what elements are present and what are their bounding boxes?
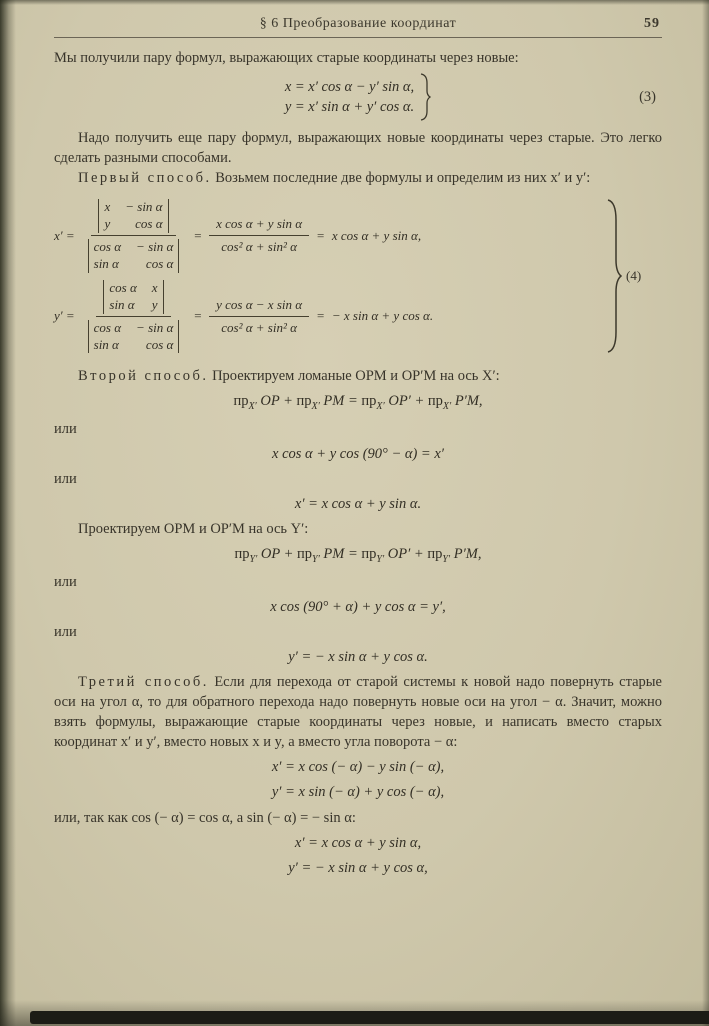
fraction xyxy=(209,214,309,257)
method-3-lead: Третий способ. xyxy=(78,673,209,690)
projection-operator: пр xyxy=(296,393,312,410)
equals-sign: = xyxy=(316,308,325,324)
det-cell: cos α xyxy=(145,255,174,271)
projection-axis: Y′ xyxy=(312,554,320,566)
right-brace-icon xyxy=(606,198,622,354)
paragraph-projection-y: Проектируем OPM и OP′M на ось Y′: xyxy=(78,521,309,538)
fraction-denominator xyxy=(81,317,187,355)
formula-x-prime xyxy=(54,197,606,274)
formula-segment: OP + xyxy=(257,546,298,563)
fraction-numerator xyxy=(96,278,170,317)
connector-word: или xyxy=(54,623,77,640)
fraction xyxy=(209,295,309,338)
paragraph-method-3 xyxy=(54,672,662,752)
equation-label: (4) xyxy=(626,267,642,283)
equation-4 xyxy=(54,197,662,354)
formula-segment: OP′ + xyxy=(384,393,428,410)
determinant xyxy=(98,199,168,233)
fraction-denominator: cos² α + sin² α xyxy=(221,319,297,335)
determinant xyxy=(103,280,163,314)
det-cell: sin α xyxy=(93,255,119,271)
method-1-lead: Первый способ. xyxy=(78,170,212,187)
determinant-fraction xyxy=(81,197,187,274)
page-edge-shadow-left xyxy=(0,0,16,1026)
formula-final-2: y′ = − x sin α + y cos α, xyxy=(288,859,428,876)
fraction-numerator xyxy=(91,197,175,236)
formula-segment: OP′ + xyxy=(384,546,428,563)
page-edge-shadow-top xyxy=(0,0,709,5)
projection-operator: пр xyxy=(427,546,443,563)
formula-lhs: x′ = xyxy=(54,227,75,243)
connector-word: или xyxy=(54,573,77,590)
formula-rotation-1: x′ = x cos (− α) − y sin (− α), xyxy=(271,758,445,775)
formula-x-projection-2: x′ = x cos α + y sin α. xyxy=(294,496,422,513)
projection-operator: пр xyxy=(361,546,377,563)
formula-segment: PM = xyxy=(319,393,362,410)
formula-segment: PM = xyxy=(319,546,362,563)
method-3-text: Если для перехода от старой системы к новой надо повернуть старые оси на угол α, то для обратного перехода надо повернуть новые оси на угол − α. Значит, можно взять формулы, выражающие старые координаты через новые, и написать вместо старых координат x′ и y′, вместо новых x и y, а вместо угла поворота − α: xyxy=(54,673,662,750)
projection-formula-x xyxy=(54,391,662,414)
projection-axis: Y′ xyxy=(249,554,258,566)
page-edge-shadow-right xyxy=(702,0,709,1026)
paragraph-intro-2: Надо получить еще пару формул, выражающих новые координаты через старые. Это легко сделать разными способами. xyxy=(54,130,662,167)
formula-rhs: − x sin α + y cos α. xyxy=(331,308,434,324)
det-cell: − sin α xyxy=(136,319,174,335)
projection-axis: X′ xyxy=(248,401,257,413)
projection-axis: X′ xyxy=(311,401,320,413)
formula-rhs: x cos α + y sin α, xyxy=(331,227,422,243)
det-cell: cos α xyxy=(135,216,163,232)
page-content xyxy=(54,14,662,883)
projection-axis: Y′ xyxy=(442,554,451,566)
equation-3-lines xyxy=(285,77,414,117)
formula-segment: OP + xyxy=(256,393,297,410)
formula-segment: P′M, xyxy=(451,393,483,410)
det-cell: sin α xyxy=(109,296,135,312)
equation-3 xyxy=(54,73,662,121)
right-brace-icon xyxy=(419,73,431,121)
section-title: § 6 Преобразование координат xyxy=(259,16,457,31)
paragraph-method-2 xyxy=(54,366,662,386)
formula-y-prime xyxy=(54,278,606,355)
projection-axis: X′ xyxy=(442,401,452,413)
paragraph-method-1 xyxy=(54,168,662,188)
equals-sign: = xyxy=(193,308,203,324)
fraction-numerator: y cos α − x sin α xyxy=(209,295,309,317)
projection-axis: Y′ xyxy=(376,554,385,566)
formula-lhs: y′ = xyxy=(54,308,75,324)
det-cell: y xyxy=(104,216,111,232)
determinant xyxy=(88,239,180,273)
method-1-text: Возьмем последние две формулы и определим из них x′ и y′: xyxy=(215,170,591,187)
det-cell: x xyxy=(151,279,158,295)
projection-operator: пр xyxy=(234,546,250,563)
formula-segment: P′M, xyxy=(450,546,482,563)
formula-rotation-2: y′ = x sin (− α) + y cos (− α), xyxy=(271,783,445,800)
page-header xyxy=(54,14,662,33)
det-cell: cos α xyxy=(93,239,122,255)
connector-word: или xyxy=(54,471,77,488)
fraction-denominator xyxy=(81,236,187,274)
equals-sign: = xyxy=(193,227,203,243)
determinant-fraction xyxy=(81,278,187,355)
determinant xyxy=(88,320,180,354)
det-cell: cos α xyxy=(145,336,174,352)
formula-x-projection-1: x cos α + y cos (90° − α) = x′ xyxy=(272,446,444,463)
det-cell: x xyxy=(104,199,111,215)
formula-line: y = x′ sin α + y′ cos α. xyxy=(284,99,415,116)
projection-formula-y xyxy=(54,544,662,567)
det-cell: cos α xyxy=(109,279,137,295)
projection-operator: пр xyxy=(233,393,249,410)
equals-sign: = xyxy=(316,227,325,243)
det-cell: cos α xyxy=(93,319,122,335)
method-2-lead: Второй способ. xyxy=(78,368,209,385)
equation-label: (3) xyxy=(639,89,656,106)
formula-line: x = x′ cos α − y′ sin α, xyxy=(284,79,415,96)
method-2-text: Проектируем ломаные OPM и OP′M на ось X′: xyxy=(212,368,500,385)
formula-y-projection-2: y′ = − x sin α + y cos α. xyxy=(288,648,428,665)
page-number: 59 xyxy=(644,16,660,31)
projection-axis: X′ xyxy=(376,401,385,413)
header-rule xyxy=(54,37,662,38)
projection-operator: пр xyxy=(361,393,377,410)
det-cell: y xyxy=(151,296,158,312)
fraction-numerator: x cos α + y sin α xyxy=(209,214,309,236)
det-cell: − sin α xyxy=(125,199,163,215)
formula-final-1: x′ = x cos α + y sin α, xyxy=(294,834,422,851)
fraction-denominator: cos² α + sin² α xyxy=(221,239,297,255)
scan-artifact-band xyxy=(30,1011,709,1024)
paragraph-intro: Мы получили пару формул, выражающих старые координаты через новые: xyxy=(54,50,519,67)
det-cell: − sin α xyxy=(136,239,174,255)
det-cell: sin α xyxy=(93,336,119,352)
connector-word: или xyxy=(54,421,77,438)
paragraph-identity: или, так как cos (− α) = cos α, а sin (− α) = − sin α: xyxy=(54,809,356,826)
projection-operator: пр xyxy=(297,546,313,563)
projection-operator: пр xyxy=(427,393,443,410)
equation-4-column xyxy=(54,197,606,354)
formula-y-projection-1: x cos (90° + α) + y cos α = y′, xyxy=(270,598,446,615)
